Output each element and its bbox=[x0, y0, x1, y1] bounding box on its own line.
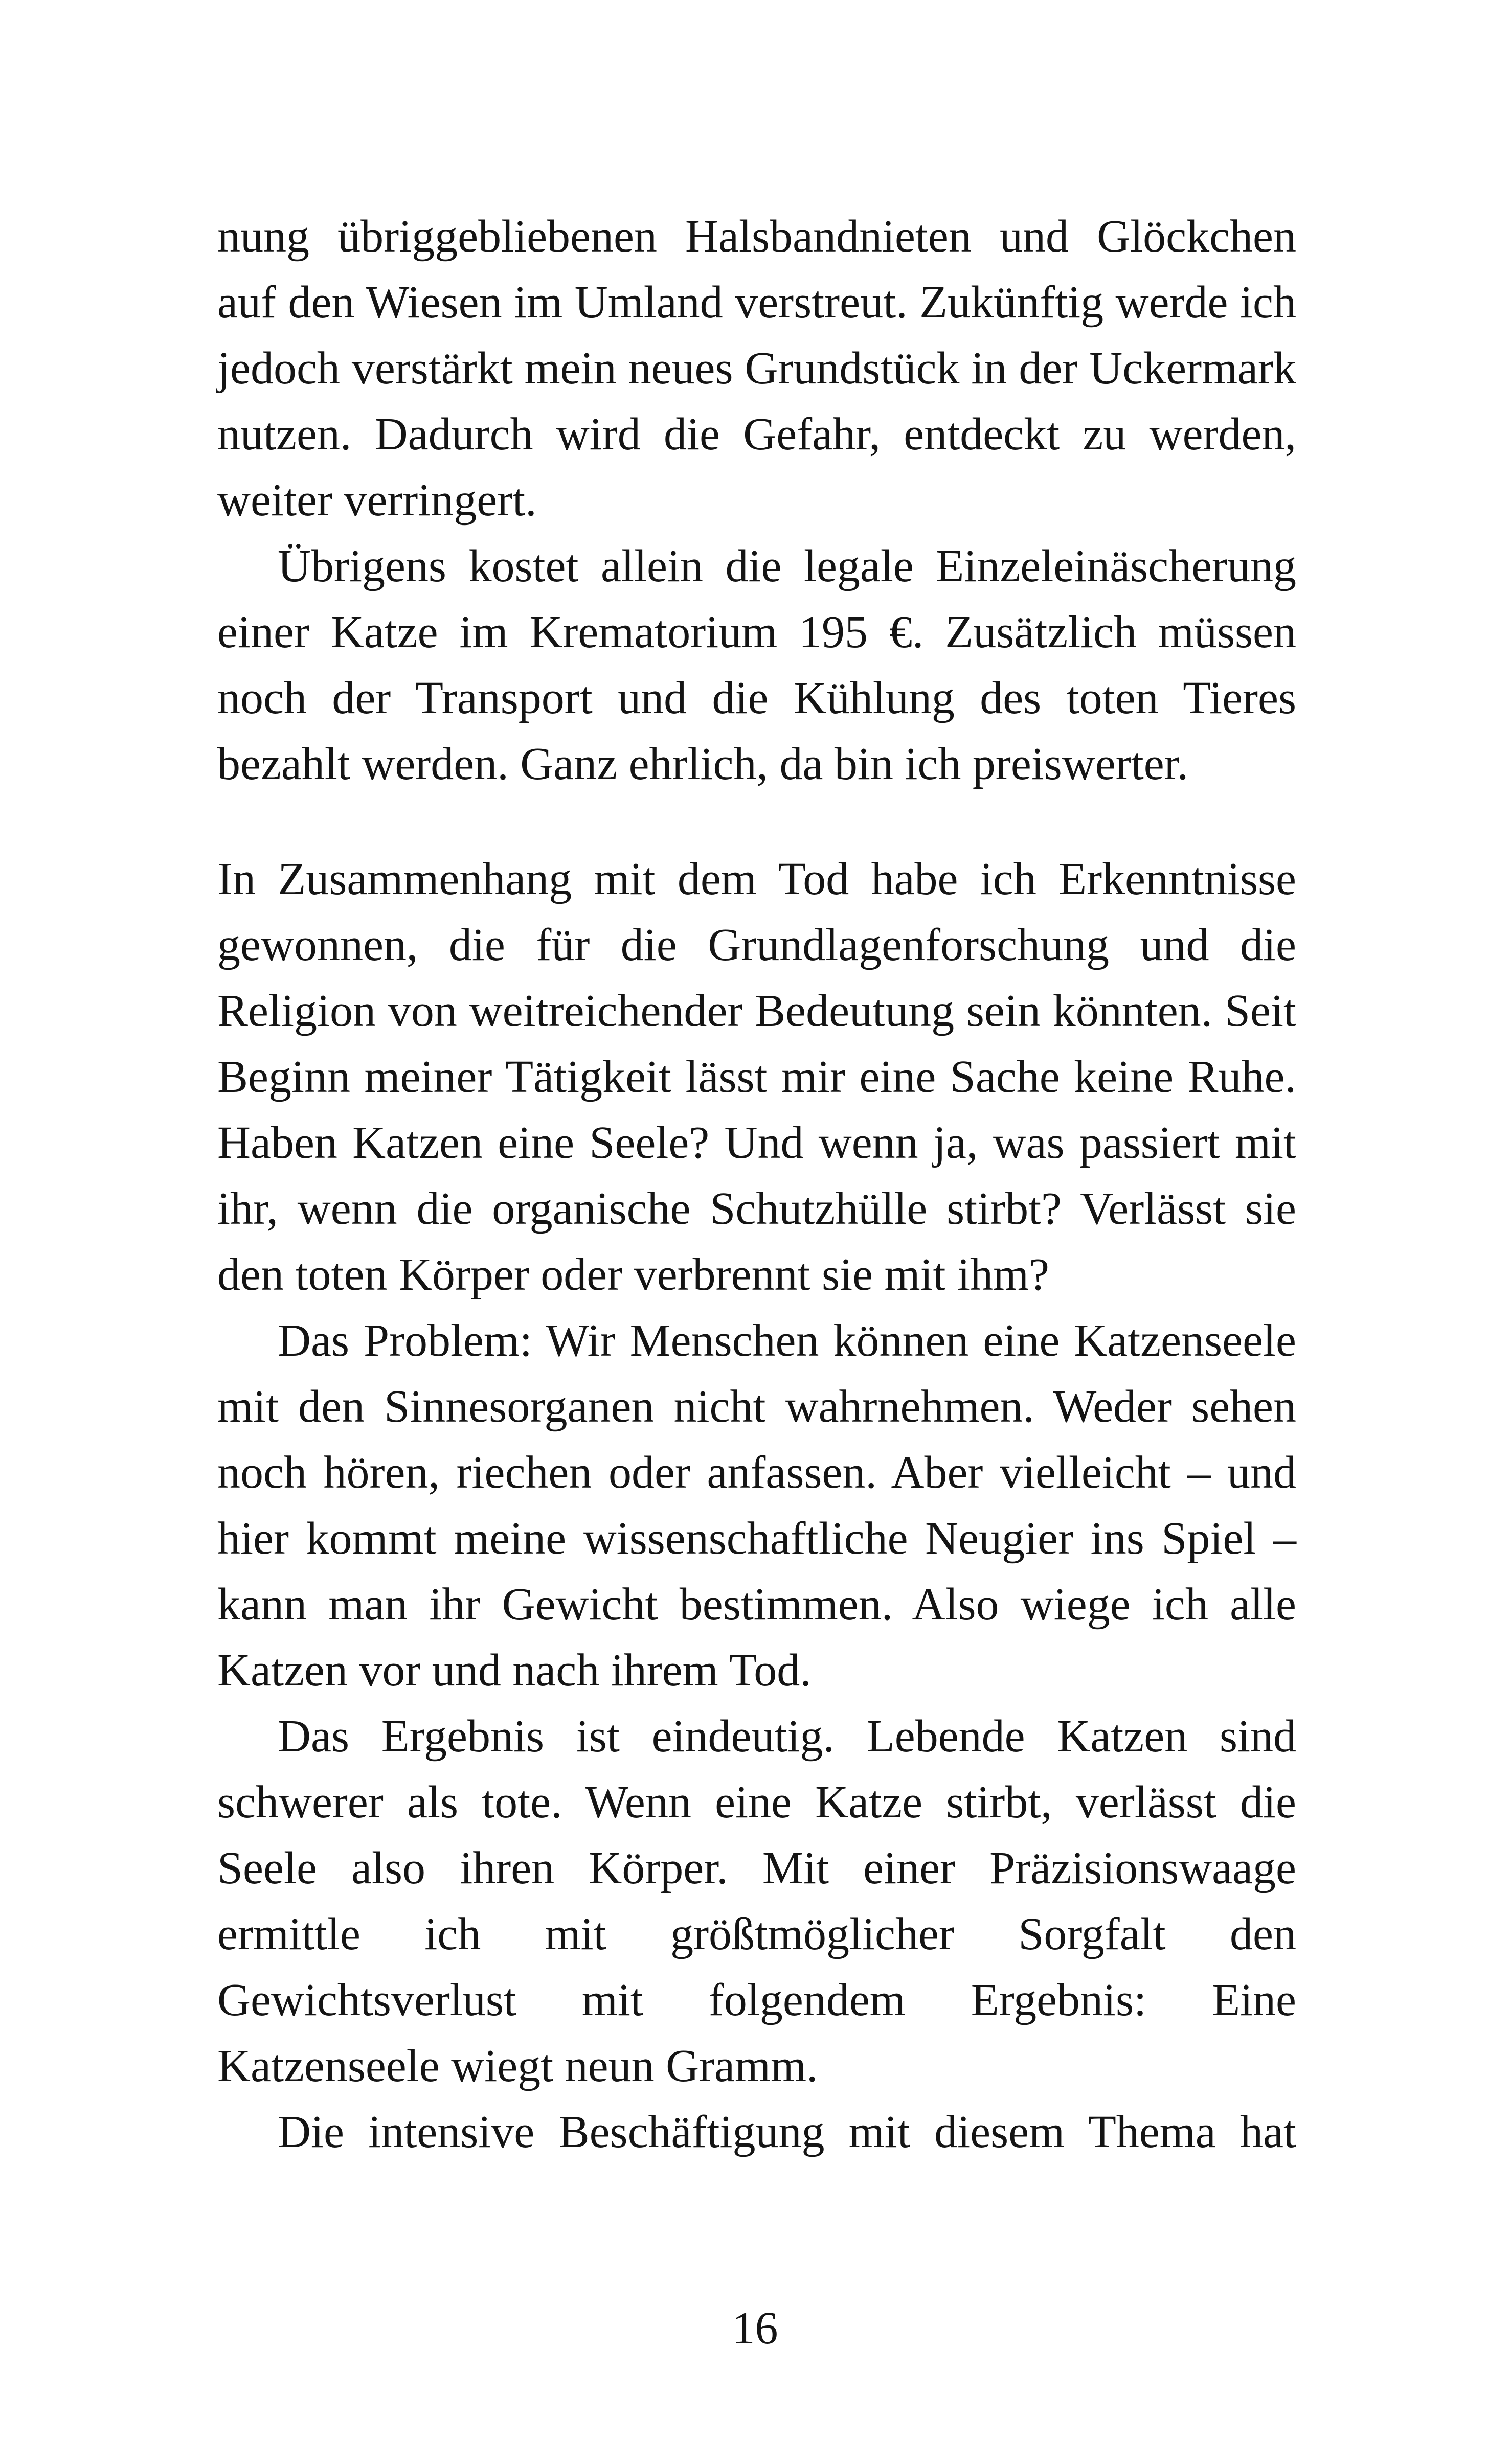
paragraph-problem: Das Problem: Wir Menschen können eine Katzenseele mit den Sinnesorganen nicht wahrnehmen. Weder sehen noch hören, riechen oder anfassen. Aber vielleicht – und hier kommt meine wissenschaftliche Neugier ins Spiel – kann man ihr Gewicht bestimmen. Also wiege ich alle Katzen vor und nach ihrem Tod. bbox=[217, 1315, 1296, 1696]
paragraph-result: Das Ergebnis ist eindeutig. Lebende Katzen sind schwerer als tote. Wenn eine Katze stirbt, verlässt die Seele also ihren Körper. Mit einer Präzisionswaage ermittle ich mit größtmöglicher Sorgfalt den Gewichtsverlust mit folgendem Ergebnis: Eine Katzenseele wiegt neun Gramm. bbox=[217, 1711, 1296, 2091]
paragraph-cremation-cost: Übrigens kostet allein die legale Einzeleinäscherung einer Katze im Krematorium 195 €. Zusätzlich müssen noch der Transport und die Kühlung des toten Tieres bezahlt werden. Ganz ehrlich, da bin ich preiswerter. bbox=[217, 541, 1296, 789]
paragraph-cat-soul-question: In Zusammenhang mit dem Tod habe ich Erkenntnisse gewonnen, die für die Grundlagenforschung und die Religion von weitreichender Bedeutung sein könnten. Seit Beginn meiner Tätigkeit lässt mir eine Sache keine Ruhe. Haben Katzen eine Seele? Und wenn ja, was passiert mit ihr, wenn die organische Schutzhülle stirbt? Verlässt sie den toten Körper oder verbrennt sie mit ihm? bbox=[217, 854, 1296, 1300]
paragraph-continuation: nung übriggebliebenen Halsbandnieten und Glöckchen auf den Wiesen im Umland verstreut. Zukünftig werde ich jedoch verstärkt mein neues Grundstück in der Uckermark nutzen. Dadurch wird die Gefahr, entdeckt zu werden, weiter verringert. bbox=[217, 211, 1296, 526]
body-text bbox=[217, 203, 1296, 2165]
page-number: 16 bbox=[732, 2303, 778, 2354]
paragraph-intensive-study: Die intensive Beschäftigung mit diesem Thema hat bbox=[278, 2107, 1296, 2157]
